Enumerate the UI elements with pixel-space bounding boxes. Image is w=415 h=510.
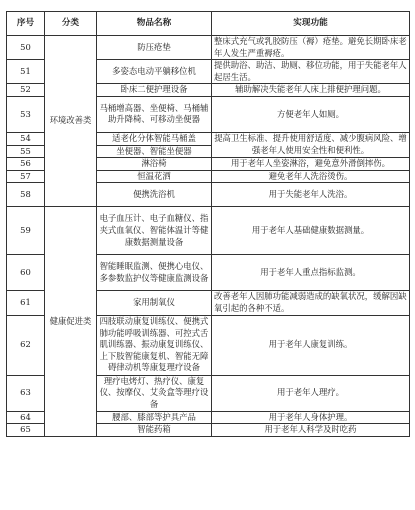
row-no: 55 bbox=[7, 145, 45, 158]
row-item: 腰部、膝部等护具产品 bbox=[97, 411, 212, 424]
row-function: 方便老年人如厕。 bbox=[212, 96, 410, 132]
row-no: 60 bbox=[7, 255, 45, 291]
device-catalog-table bbox=[6, 11, 410, 437]
row-function: 用于失能老年人洗浴。 bbox=[212, 183, 410, 207]
row-function: 提供助浴、助洁、助厕、移位功能，用于失能老年人起居生活。 bbox=[212, 60, 410, 84]
row-function: 用于老年人重点指标监测。 bbox=[212, 255, 410, 291]
row-item: 多姿态电动平躺移位机 bbox=[97, 60, 212, 84]
row-function: 用于老年人康复训练。 bbox=[212, 315, 410, 375]
row-no: 62 bbox=[7, 315, 45, 375]
row-item: 四肢联动康复训练仪、便携式肺功能呼吸训练器、可控式舌肌训练器、振动康复训练仪、上下肢智能康复机、智能无障碍律动机等康复理疗设备 bbox=[97, 315, 212, 375]
row-function: 用于老年人基础健康数据测量。 bbox=[212, 207, 410, 255]
row-no: 50 bbox=[7, 36, 45, 60]
row-no: 54 bbox=[7, 132, 45, 145]
row-function: 改善老年人因肺功能减弱造成的缺氧状况，缓解因缺氧引起的各种不适。 bbox=[212, 291, 410, 315]
header-function: 实现功能 bbox=[212, 12, 410, 36]
row-item: 智能睡眠监测、便携心电仪、多参数监护仪等健康监测设备 bbox=[97, 255, 212, 291]
table-row bbox=[7, 207, 410, 255]
row-item: 马桶增高器、坐便椅、马桶辅助升降椅、可移动坐便器 bbox=[97, 96, 212, 132]
table-row bbox=[7, 36, 410, 60]
row-item: 理疗电烤灯、热疗仪、康复仪、按摩仪、艾灸盒等理疗设备 bbox=[97, 375, 212, 411]
row-item: 卧床二便护理设备 bbox=[97, 84, 212, 97]
row-function: 提高卫生标准、提升使用舒适度、减少腹病风险、增强老年人使用安全性和便利性。 bbox=[212, 132, 410, 157]
row-item: 便携洗浴机 bbox=[97, 183, 212, 207]
row-function: 用于老年人科学及时吃药 bbox=[212, 424, 410, 437]
row-item: 坐便器、智能坐便器 bbox=[97, 145, 212, 158]
row-item: 淋浴椅 bbox=[97, 158, 212, 171]
row-function: 用于老年人坐姿淋浴，避免意外滑倒摔伤。 bbox=[212, 158, 410, 171]
category-environment: 环境改善类 bbox=[45, 36, 97, 207]
row-function: 整床式充气或乳胶防压（褥）疮垫。避免长期卧床老年人发生严重褥疮。 bbox=[212, 36, 410, 60]
header-item: 物品名称 bbox=[97, 12, 212, 36]
header-no: 序号 bbox=[7, 12, 45, 36]
header-row bbox=[7, 12, 410, 36]
row-no: 51 bbox=[7, 60, 45, 84]
row-item: 适老化分体智能马桶盖 bbox=[97, 132, 212, 145]
row-no: 53 bbox=[7, 96, 45, 132]
row-no: 63 bbox=[7, 375, 45, 411]
row-item: 智能药箱 bbox=[97, 424, 212, 437]
row-item: 防压疮垫 bbox=[97, 36, 212, 60]
category-health: 健康促进类 bbox=[45, 207, 97, 436]
row-no: 57 bbox=[7, 170, 45, 183]
row-item: 家用制氧仪 bbox=[97, 291, 212, 315]
row-item: 恒温花洒 bbox=[97, 170, 212, 183]
header-category: 分类 bbox=[45, 12, 97, 36]
row-function: 用于老年人身体护理。 bbox=[212, 411, 410, 424]
row-no: 58 bbox=[7, 183, 45, 207]
row-no: 65 bbox=[7, 424, 45, 437]
row-no: 64 bbox=[7, 411, 45, 424]
row-function: 用于老年人理疗。 bbox=[212, 375, 410, 411]
row-function: 辅助解决失能老年人床上排便护理问题。 bbox=[212, 84, 410, 97]
row-no: 52 bbox=[7, 84, 45, 97]
row-item: 电子血压计、电子血糖仪、指夹式血氧仪、智能体温计等健康数据测量设备 bbox=[97, 207, 212, 255]
row-function: 避免老年人洗浴烫伤。 bbox=[212, 170, 410, 183]
row-no: 61 bbox=[7, 291, 45, 315]
row-no: 56 bbox=[7, 158, 45, 171]
row-no: 59 bbox=[7, 207, 45, 255]
